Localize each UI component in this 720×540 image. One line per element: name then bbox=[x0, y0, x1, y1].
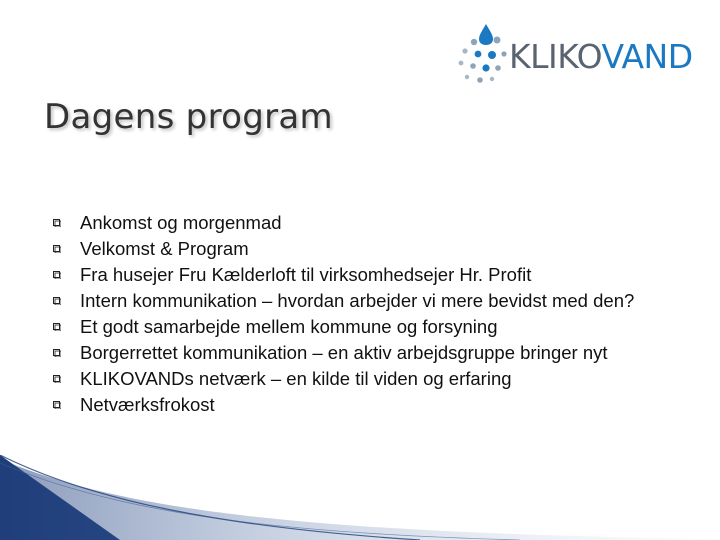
water-drops-icon bbox=[452, 18, 508, 88]
logo-wordmark bbox=[509, 37, 693, 76]
agenda-item-text: Velkomst & Program bbox=[80, 238, 249, 259]
slide-title: Dagens program bbox=[44, 97, 333, 137]
logo-text-kliko: KLIKO bbox=[509, 37, 602, 76]
agenda-item bbox=[50, 210, 634, 236]
klikovand-logo bbox=[452, 18, 692, 88]
agenda-item bbox=[50, 262, 634, 288]
hollow-square-bullet-icon bbox=[53, 323, 61, 331]
hollow-square-bullet-icon bbox=[53, 349, 61, 357]
agenda-item bbox=[50, 288, 634, 314]
hollow-square-bullet-icon bbox=[53, 297, 61, 305]
agenda-item bbox=[50, 314, 634, 340]
logo-text-vand: VAND bbox=[601, 37, 693, 76]
agenda-item-text: Fra husejer Fru Kælderloft til virksomhedsejer Hr. Profit bbox=[80, 264, 532, 285]
agenda-item bbox=[50, 392, 634, 418]
hollow-square-bullet-icon bbox=[53, 219, 61, 227]
agenda-item-text: Intern kommunikation – hvordan arbejder vi mere bevidst med den? bbox=[80, 290, 635, 311]
agenda-item-text: KLIKOVANDs netværk – en kilde til viden og erfaring bbox=[80, 368, 512, 389]
agenda-item bbox=[50, 236, 634, 262]
agenda-item-text: Netværksfrokost bbox=[80, 394, 215, 415]
hollow-square-bullet-icon bbox=[53, 375, 61, 383]
agenda-item-text: Et godt samarbejde mellem kommune og forsyning bbox=[80, 316, 498, 337]
corner-decoration bbox=[0, 455, 720, 540]
agenda-item bbox=[50, 340, 634, 366]
agenda-item-text: Borgerrettet kommunikation – en aktiv arbejdsgruppe bringer nyt bbox=[80, 342, 608, 363]
agenda-list bbox=[50, 210, 634, 418]
hollow-square-bullet-icon bbox=[53, 245, 61, 253]
agenda-item bbox=[50, 366, 634, 392]
agenda-item-text: Ankomst og morgenmad bbox=[80, 212, 282, 233]
hollow-square-bullet-icon bbox=[53, 401, 61, 409]
hollow-square-bullet-icon bbox=[53, 271, 61, 279]
